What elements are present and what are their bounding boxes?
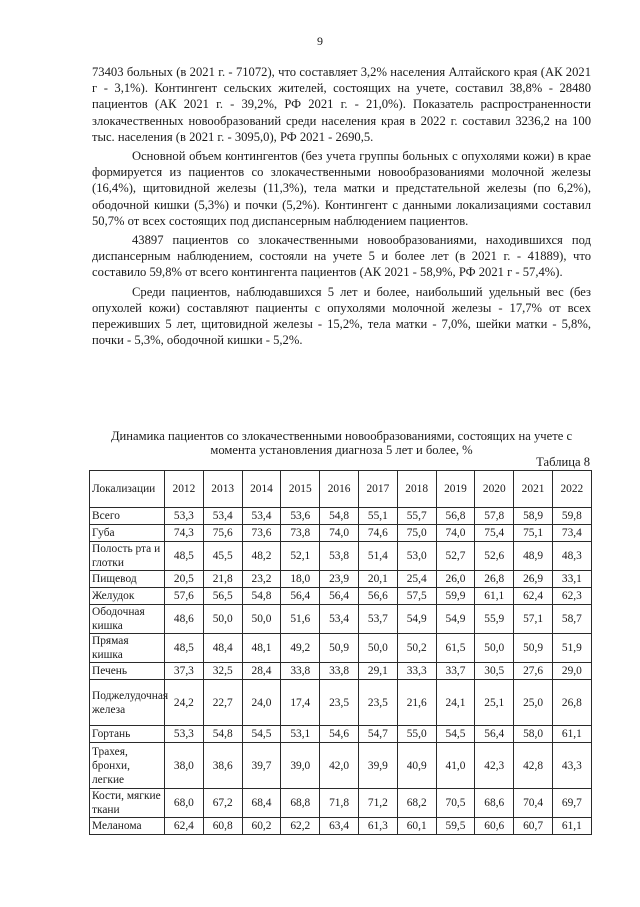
table-row <box>90 726 592 743</box>
row-value: 60,2 <box>242 818 281 835</box>
row-value: 33,7 <box>436 663 475 680</box>
row-localization: Прямая кишка <box>90 634 165 663</box>
row-value: 56,8 <box>436 508 475 525</box>
row-value: 48,2 <box>242 542 281 571</box>
row-localization: Всего <box>90 508 165 525</box>
row-value: 71,2 <box>358 789 397 818</box>
table-label: Таблица 8 <box>536 455 590 469</box>
row-value: 68,6 <box>475 789 514 818</box>
row-localization: Трахея, бронхи, легкие <box>90 743 165 789</box>
table-row <box>90 743 592 789</box>
paragraph-2: Основной объем контингентов (без учета группы больных с опухолями кожи) в крае формируется из пациентов со злокачественными новообразованиями молочной железы (16,4%), щитовидной железы (11,3%), тела матки и предстательной железы (по 6,2%), ободочной кишки (5,3%) и почки (5,2%). Контингент с данными локализациями составил 50,7% от всех состоящих под диспансерным наблюдением пациентов. <box>92 149 591 228</box>
row-value: 56,4 <box>475 726 514 743</box>
row-value: 33,8 <box>320 663 359 680</box>
row-value: 50,9 <box>514 634 553 663</box>
row-value: 62,2 <box>281 818 320 835</box>
header-year: 2022 <box>552 471 591 508</box>
row-value: 62,4 <box>165 818 204 835</box>
body-text <box>92 64 591 351</box>
header-year: 2012 <box>165 471 204 508</box>
row-value: 68,8 <box>281 789 320 818</box>
row-value: 23,5 <box>358 680 397 726</box>
row-value: 17,4 <box>281 680 320 726</box>
row-localization: Полость рта и глотки <box>90 542 165 571</box>
row-value: 71,8 <box>320 789 359 818</box>
row-value: 53,3 <box>165 726 204 743</box>
header-year: 2017 <box>358 471 397 508</box>
row-value: 57,5 <box>397 588 436 605</box>
row-value: 50,0 <box>242 605 281 634</box>
row-value: 42,3 <box>475 743 514 789</box>
row-value: 75,6 <box>203 525 242 542</box>
row-value: 54,8 <box>242 588 281 605</box>
row-value: 39,7 <box>242 743 281 789</box>
table-row <box>90 508 592 525</box>
row-value: 56,5 <box>203 588 242 605</box>
row-value: 24,2 <box>165 680 204 726</box>
row-value: 61,3 <box>358 818 397 835</box>
row-value: 57,8 <box>475 508 514 525</box>
table-row <box>90 663 592 680</box>
paragraph-1: 73403 больных (в 2021 г. - 71072), что составляет 3,2% населения Алтайского края (АК 2021 г - 3,1%). Контингент сельских жителей, состоящих на учете, составил 38,8% - 28480 пациентов (АК 2021 г. - 39,2%, РФ 2021 г. - 21,0%). Показатель распространенности злокачественных новообразований среди населения края в 2022 г. составил 3236,2 на 100 тыс. населения (в 2021 г. - 3095,0), РФ 2021 - 2690,5. <box>92 65 591 144</box>
row-value: 59,5 <box>436 818 475 835</box>
header-year: 2018 <box>397 471 436 508</box>
row-value: 70,5 <box>436 789 475 818</box>
row-localization: Пищевод <box>90 571 165 588</box>
row-value: 53,4 <box>320 605 359 634</box>
row-value: 26,9 <box>514 571 553 588</box>
row-value: 53,1 <box>281 726 320 743</box>
row-value: 48,4 <box>203 634 242 663</box>
row-value: 60,7 <box>514 818 553 835</box>
row-value: 54,8 <box>203 726 242 743</box>
row-value: 53,0 <box>397 542 436 571</box>
table-row <box>90 571 592 588</box>
row-value: 28,4 <box>242 663 281 680</box>
row-localization: Меланома <box>90 818 165 835</box>
header-year: 2019 <box>436 471 475 508</box>
page-number: 9 <box>317 34 323 48</box>
row-value: 61,1 <box>552 726 591 743</box>
row-value: 43,3 <box>552 743 591 789</box>
row-value: 50,2 <box>397 634 436 663</box>
row-value: 61,1 <box>475 588 514 605</box>
row-value: 69,7 <box>552 789 591 818</box>
row-value: 45,5 <box>203 542 242 571</box>
row-value: 52,6 <box>475 542 514 571</box>
row-localization: Желудок <box>90 588 165 605</box>
row-value: 54,9 <box>436 605 475 634</box>
row-localization: Печень <box>90 663 165 680</box>
row-value: 39,9 <box>358 743 397 789</box>
row-value: 54,5 <box>242 726 281 743</box>
row-value: 18,0 <box>281 571 320 588</box>
row-value: 52,7 <box>436 542 475 571</box>
row-value: 20,1 <box>358 571 397 588</box>
table-caption: Динамика пациентов со злокачественными новообразованиями, состоящих на учете с момента установления диагноза 5 лет и более, % <box>110 429 573 457</box>
data-table <box>89 470 592 835</box>
row-value: 39,0 <box>281 743 320 789</box>
header-year: 2016 <box>320 471 359 508</box>
table-row <box>90 542 592 571</box>
row-value: 42,0 <box>320 743 359 789</box>
row-value: 48,1 <box>242 634 281 663</box>
row-value: 33,3 <box>397 663 436 680</box>
row-value: 33,1 <box>552 571 591 588</box>
header-year: 2020 <box>475 471 514 508</box>
row-value: 42,8 <box>514 743 553 789</box>
row-value: 26,8 <box>475 571 514 588</box>
header-localization: Локализации <box>90 471 165 508</box>
row-value: 75,4 <box>475 525 514 542</box>
row-value: 56,4 <box>320 588 359 605</box>
row-value: 53,7 <box>358 605 397 634</box>
row-value: 23,9 <box>320 571 359 588</box>
row-value: 51,4 <box>358 542 397 571</box>
row-value: 53,3 <box>165 508 204 525</box>
row-value: 54,7 <box>358 726 397 743</box>
row-value: 59,9 <box>436 588 475 605</box>
row-value: 27,6 <box>514 663 553 680</box>
row-value: 25,0 <box>514 680 553 726</box>
row-value: 54,8 <box>320 508 359 525</box>
row-value: 55,0 <box>397 726 436 743</box>
row-value: 74,6 <box>358 525 397 542</box>
row-value: 48,9 <box>514 542 553 571</box>
row-value: 29,1 <box>358 663 397 680</box>
table-row <box>90 789 592 818</box>
row-value: 23,5 <box>320 680 359 726</box>
row-localization: Кости, мягкие ткани <box>90 789 165 818</box>
row-value: 53,4 <box>203 508 242 525</box>
table-row <box>90 525 592 542</box>
row-value: 50,9 <box>320 634 359 663</box>
header-year: 2015 <box>281 471 320 508</box>
row-value: 53,8 <box>320 542 359 571</box>
row-value: 38,0 <box>165 743 204 789</box>
row-value: 55,9 <box>475 605 514 634</box>
row-value: 63,4 <box>320 818 359 835</box>
row-value: 61,5 <box>436 634 475 663</box>
row-value: 75,1 <box>514 525 553 542</box>
row-value: 51,9 <box>552 634 591 663</box>
row-value: 74,0 <box>436 525 475 542</box>
row-value: 54,9 <box>397 605 436 634</box>
row-value: 70,4 <box>514 789 553 818</box>
paragraph-3: 43897 пациентов со злокачественными новообразованиями, находившихся под диспансерным наблюдением, состояли на учете 5 и более лет (в 2021 г. - 41889), что составило 59,8% от всего контингента пациентов (АК 2021 - 58,9%, РФ 2021 г - 57,4%). <box>92 233 591 280</box>
row-value: 60,6 <box>475 818 514 835</box>
row-value: 54,5 <box>436 726 475 743</box>
row-value: 30,5 <box>475 663 514 680</box>
row-value: 26,8 <box>552 680 591 726</box>
row-value: 59,8 <box>552 508 591 525</box>
row-value: 26,0 <box>436 571 475 588</box>
row-value: 73,6 <box>242 525 281 542</box>
row-value: 54,6 <box>320 726 359 743</box>
row-value: 21,8 <box>203 571 242 588</box>
row-value: 20,5 <box>165 571 204 588</box>
row-value: 57,6 <box>165 588 204 605</box>
table-row <box>90 605 592 634</box>
row-value: 56,4 <box>281 588 320 605</box>
row-value: 61,1 <box>552 818 591 835</box>
header-year: 2013 <box>203 471 242 508</box>
header-year: 2014 <box>242 471 281 508</box>
row-value: 53,6 <box>281 508 320 525</box>
row-value: 51,6 <box>281 605 320 634</box>
row-value: 33,8 <box>281 663 320 680</box>
row-value: 24,0 <box>242 680 281 726</box>
header-year: 2021 <box>514 471 553 508</box>
row-value: 68,2 <box>397 789 436 818</box>
table-header-row <box>90 471 592 508</box>
row-value: 58,0 <box>514 726 553 743</box>
row-localization: Ободочная кишка <box>90 605 165 634</box>
table-row <box>90 818 592 835</box>
row-value: 37,3 <box>165 663 204 680</box>
row-value: 23,2 <box>242 571 281 588</box>
row-value: 50,0 <box>358 634 397 663</box>
row-value: 48,5 <box>165 542 204 571</box>
row-value: 68,0 <box>165 789 204 818</box>
table-row <box>90 680 592 726</box>
table-row <box>90 634 592 663</box>
row-localization: Гортань <box>90 726 165 743</box>
row-value: 56,6 <box>358 588 397 605</box>
row-value: 74,3 <box>165 525 204 542</box>
paragraph-4: Среди пациентов, наблюдавшихся 5 лет и более, наибольший удельный вес (без опухолей кожи) составляют пациенты с опухолями молочной железы - 17,7% от всех переживших 5 лет, щитовидной железы - 15,2%, тела матки - 7,0%, шейки матки - 5,8%, почки - 5,3%, ободочной кишки - 5,2%. <box>92 284 591 348</box>
row-value: 58,9 <box>514 508 553 525</box>
row-value: 25,1 <box>475 680 514 726</box>
row-value: 67,2 <box>203 789 242 818</box>
row-value: 62,3 <box>552 588 591 605</box>
row-value: 55,7 <box>397 508 436 525</box>
row-value: 53,4 <box>242 508 281 525</box>
row-value: 21,6 <box>397 680 436 726</box>
row-value: 50,0 <box>475 634 514 663</box>
row-value: 68,4 <box>242 789 281 818</box>
row-value: 52,1 <box>281 542 320 571</box>
row-value: 50,0 <box>203 605 242 634</box>
table-row <box>90 588 592 605</box>
row-value: 60,1 <box>397 818 436 835</box>
row-value: 32,5 <box>203 663 242 680</box>
row-value: 38,6 <box>203 743 242 789</box>
row-value: 75,0 <box>397 525 436 542</box>
row-value: 73,4 <box>552 525 591 542</box>
row-value: 60,8 <box>203 818 242 835</box>
row-value: 29,0 <box>552 663 591 680</box>
row-value: 41,0 <box>436 743 475 789</box>
row-value: 24,1 <box>436 680 475 726</box>
row-value: 58,7 <box>552 605 591 634</box>
row-value: 48,6 <box>165 605 204 634</box>
table-body <box>90 508 592 835</box>
row-localization: Поджелудочная железа <box>90 680 165 726</box>
row-value: 25,4 <box>397 571 436 588</box>
row-value: 22,7 <box>203 680 242 726</box>
row-value: 49,2 <box>281 634 320 663</box>
row-value: 48,3 <box>552 542 591 571</box>
row-value: 73,8 <box>281 525 320 542</box>
row-value: 57,1 <box>514 605 553 634</box>
row-value: 62,4 <box>514 588 553 605</box>
row-value: 48,5 <box>165 634 204 663</box>
row-localization: Губа <box>90 525 165 542</box>
row-value: 40,9 <box>397 743 436 789</box>
row-value: 74,0 <box>320 525 359 542</box>
row-value: 55,1 <box>358 508 397 525</box>
